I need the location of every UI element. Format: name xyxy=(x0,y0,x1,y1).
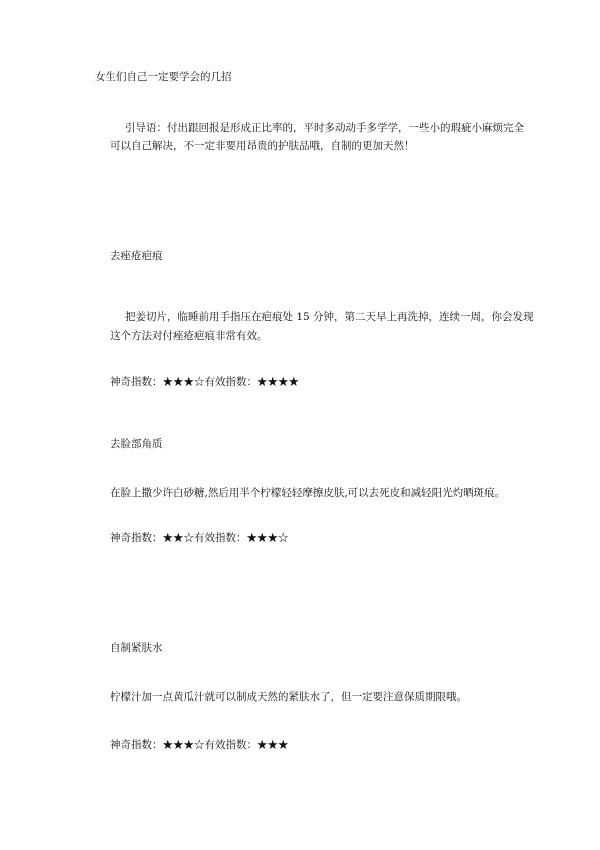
section-heading-acne-scars: 去痤疮疤痕 xyxy=(110,250,163,262)
document-title: 女生们自己一定要学会的几招 xyxy=(95,71,232,83)
section-heading-toner: 自制紧肤水 xyxy=(110,642,163,654)
section-heading-exfoliation: 去脸部角质 xyxy=(110,438,163,450)
intro-line-1: 引导语：付出跟回报是形成正比率的，平时多动动手多学学，一些小的瑕疵小麻烦完全 xyxy=(125,122,524,134)
section-body-line-1: 柠檬汁加一点黄瓜汁就可以制成天然的紧肤水了，但一定要注意保质期限哦。 xyxy=(110,691,467,703)
section-rating: 神奇指数：★★★☆有效指数：★★★ xyxy=(110,739,289,751)
section-rating: 神奇指数：★★☆有效指数：★★★☆ xyxy=(110,532,289,544)
intro-line-2: 可以自己解决，不一定非要用昂贵的护肤品哦，自制的更加天然！ xyxy=(110,140,415,152)
section-body-line-1: 在脸上撒少许白砂糖,然后用半个柠檬轻轻摩擦皮肤,可以去死皮和减轻阳光灼晒斑痕。 xyxy=(110,487,506,499)
section-body-line-2: 这个方法对付痤疮疤痕非常有效。 xyxy=(110,330,268,342)
section-rating: 神奇指数：★★★☆有效指数：★★★★ xyxy=(110,376,299,388)
section-body-line-1: 把姜切片，临睡前用手指压在疤痕处 15 分钟，第二天早上再洗掉，连续一周，你会发现 xyxy=(125,311,534,323)
